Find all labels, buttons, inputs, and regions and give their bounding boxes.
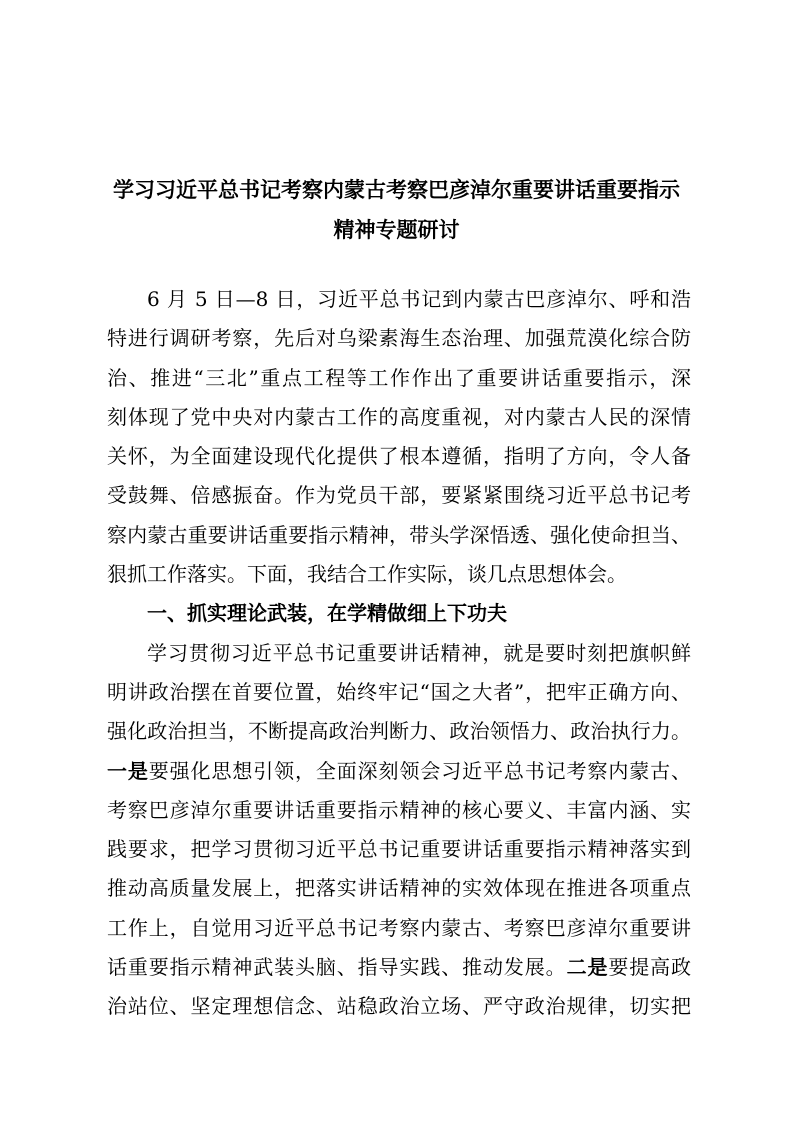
title-line-2: 精神专题研讨 bbox=[333, 217, 460, 242]
paragraph bbox=[107, 634, 691, 1027]
text-segment: 要提高政 bbox=[608, 955, 692, 980]
text-segment: 工作上，自觉用习近平总书记考察内蒙古、考察巴彦淖尔重要讲 bbox=[107, 915, 691, 940]
text-line bbox=[107, 437, 691, 476]
text-line bbox=[107, 555, 691, 594]
text-segment: 察内蒙古重要讲话重要指示精神，带头学深悟透、强化使命担当、 bbox=[107, 522, 691, 547]
text-line bbox=[107, 398, 691, 437]
text-segment: 推动高质量发展上，把落实讲话精神的实效体现在推进各项重点 bbox=[107, 876, 691, 901]
paragraph bbox=[107, 280, 691, 594]
text-line bbox=[107, 673, 691, 712]
text-line bbox=[107, 987, 691, 1026]
text-segment: 话重要指示精神武装头脑、指导实践、推动发展。 bbox=[107, 955, 567, 980]
text-segment: 6 月 5 日—8 日，习近平总书记到内蒙古巴彦淖尔、呼和浩 bbox=[147, 287, 691, 311]
bold-marker: 一是 bbox=[107, 758, 149, 783]
text-segment: 治、推进“三北”重点工程等工作作出了重要讲话重要指示，深 bbox=[107, 365, 691, 390]
text-line bbox=[107, 712, 691, 751]
text-segment: 治站位、坚定理想信念、站稳政治立场、严守政治规律，切实把 bbox=[107, 994, 691, 1019]
text-segment: 强化政治担当，不断提高政治判断力、政治领悟力、政治执行力。 bbox=[107, 719, 691, 744]
bold-marker: 二是 bbox=[566, 955, 609, 980]
text-line bbox=[107, 476, 691, 515]
section-heading bbox=[107, 594, 691, 633]
text-line bbox=[107, 948, 691, 987]
text-line bbox=[107, 869, 691, 908]
text-segment: 关怀，为全面建设现代化提供了根本遵循，指明了方向，令人备 bbox=[107, 444, 691, 469]
text-segment: 学习贯彻习近平总书记重要讲话精神，就是要时刻把旗帜鲜 bbox=[147, 640, 691, 665]
text-segment: 践要求，把学习贯彻习近平总书记重要讲话重要指示精神落实到 bbox=[107, 837, 691, 862]
text-line bbox=[107, 280, 691, 319]
text-line bbox=[107, 634, 691, 673]
text-segment: 受鼓舞、倍感振奋。作为党员干部，要紧紧围绕习近平总书记考 bbox=[107, 483, 691, 508]
text-line bbox=[107, 752, 691, 791]
text-line bbox=[107, 359, 691, 398]
document-body bbox=[107, 280, 691, 1027]
text-segment: 刻体现了党中央对内蒙古工作的高度重视，对内蒙古人民的深情 bbox=[107, 404, 691, 429]
text-line bbox=[107, 830, 691, 869]
text-segment: 明讲政治摆在首要位置，始终牢记“国之大者”，把牢正确方向、 bbox=[107, 679, 691, 704]
text-line bbox=[107, 909, 691, 948]
text-line bbox=[107, 594, 691, 633]
text-segment: 要强化思想引领，全面深刻领会习近平总书记考察内蒙古、 bbox=[148, 758, 692, 783]
text-line bbox=[107, 319, 691, 358]
text-line bbox=[107, 791, 691, 830]
text-segment: 特进行调研考察，先后对乌梁素海生态治理、加强荒漠化综合防 bbox=[107, 326, 691, 351]
text-segment: 一、抓实理论武装，在学精做细上下功夫 bbox=[147, 601, 507, 626]
text-segment: 狠抓工作落实。下面，我结合工作实际，谈几点思想体会。 bbox=[107, 562, 627, 587]
text-line bbox=[107, 516, 691, 555]
text-segment: 考察巴彦淖尔重要讲话重要指示精神的核心要义、丰富内涵、实 bbox=[107, 797, 691, 822]
title-line-1: 学习习近平总书记考察内蒙古考察巴彦淖尔重要讲话重要指示 bbox=[113, 177, 680, 202]
document-title bbox=[100, 170, 693, 250]
